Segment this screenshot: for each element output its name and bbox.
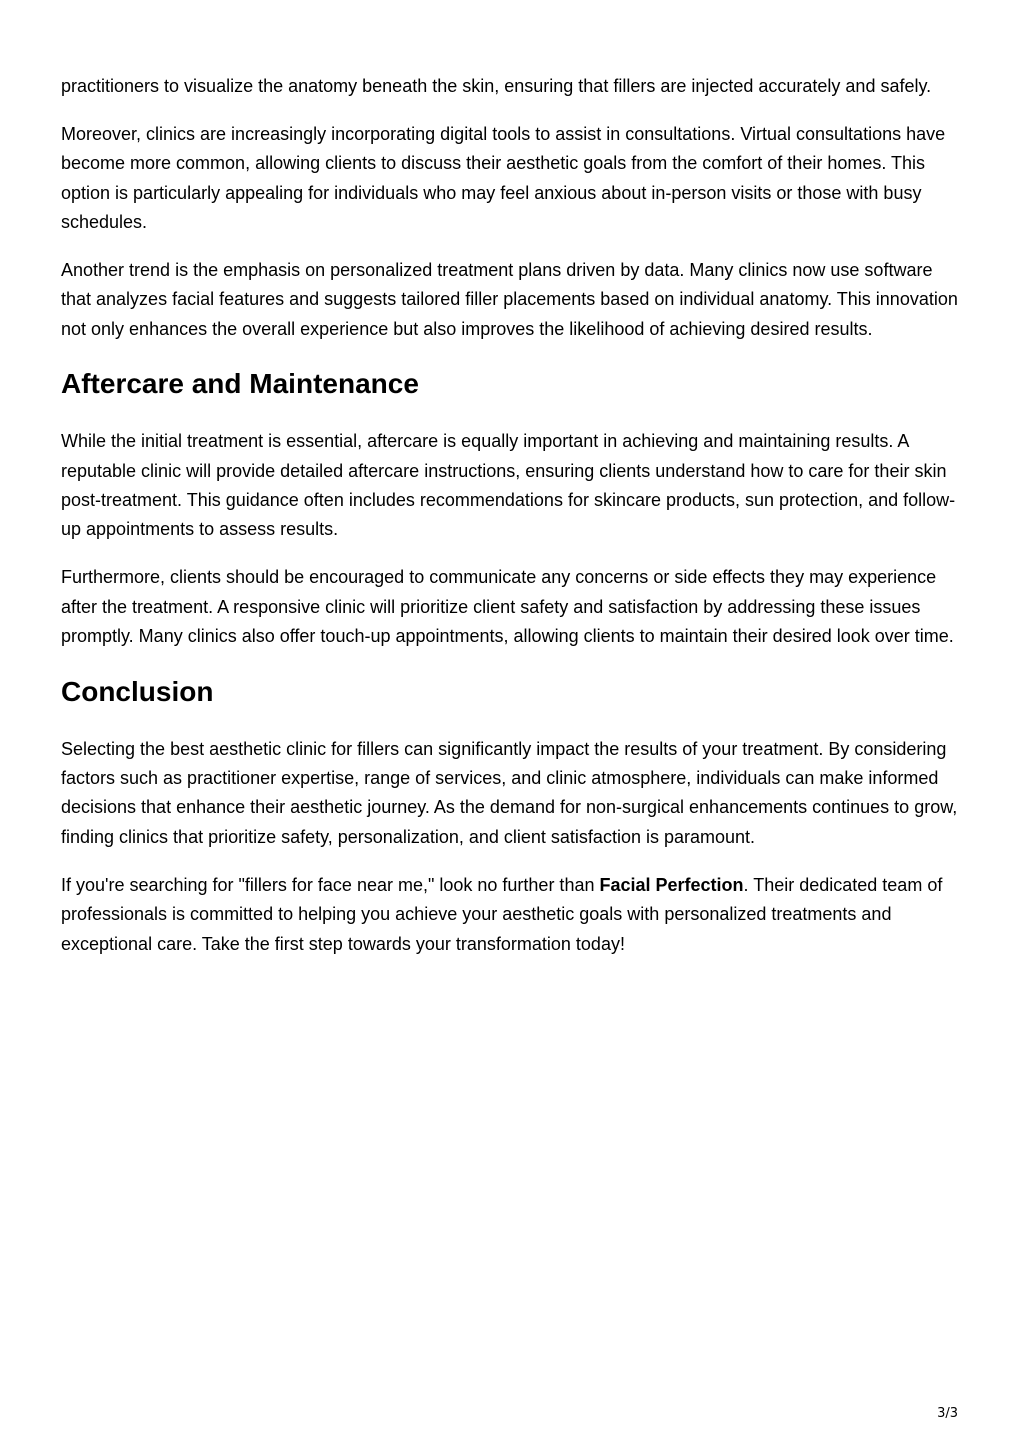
paragraph-aftercare-importance: While the initial treatment is essential, aftercare is equally important in achieving and maintaining results. A reputable clinic will provide detailed aftercare instructions, ensuring clients understand how to care for their skin post-treatment. This guidance often includes recommendations for skincare products, sun protection, and follow-up appointments to assess results. — [61, 431, 956, 540]
paragraph-conclusion-cta — [61, 871, 967, 959]
clinic-name: Facial Perfection — [599, 874, 744, 895]
cta-text-before: If you're searching for "fillers for face near me," look no further than — [61, 874, 600, 895]
paragraph-aftercare-communication: Furthermore, clients should be encouraged to communicate any concerns or side effects they may experience after the treatment. A responsive clinic will prioritize client safety and satisfaction by addressing these issues promptly. Many clinics also offer touch-up appointments, allowing clients to maintain their desired look over time. — [61, 567, 954, 647]
paragraph-practitioners: practitioners to visualize the anatomy beneath the skin, ensuring that fillers are injected accurately and safely. — [61, 76, 932, 96]
document-page — [61, 72, 967, 977]
heading-conclusion: Conclusion — [61, 675, 214, 707]
cta-text-after: . Their dedicated team of professionals is committed to helping you achieve your aesthetic goals with personalized treatments and exceptional care. Take the first step towards your transformation today! — [61, 874, 943, 954]
paragraph-personalized-plans: Another trend is the emphasis on personalized treatment plans driven by data. Many clinics now use software that analyzes facial features and suggests tailored filler placements based on individual anatomy. This innovation not only enhances the overall experience but also improves the likelihood of achieving desired results. — [61, 260, 958, 339]
heading-aftercare: Aftercare and Maintenance — [61, 368, 419, 400]
page-number: 3/3 — [937, 1406, 958, 1421]
paragraph-conclusion-summary: Selecting the best aesthetic clinic for fillers can significantly impact the results of your treatment. By considering factors such as practitioner expertise, range of services, and clinic atmosphere, individuals can make informed decisions that enhance their aesthetic journey. As the demand for non-surgical enhancements continues to grow, finding clinics that prioritize safety, personalization, and client satisfaction is paramount. — [61, 738, 958, 847]
paragraph-digital-tools: Moreover, clinics are increasingly incorporating digital tools to assist in consultations. Virtual consultations have become more common, allowing clients to discuss their aesthetic goals from the comfort of their homes. This option is particularly appealing for individuals who may feel anxious about in-person visits or those with busy schedules. — [61, 123, 946, 233]
